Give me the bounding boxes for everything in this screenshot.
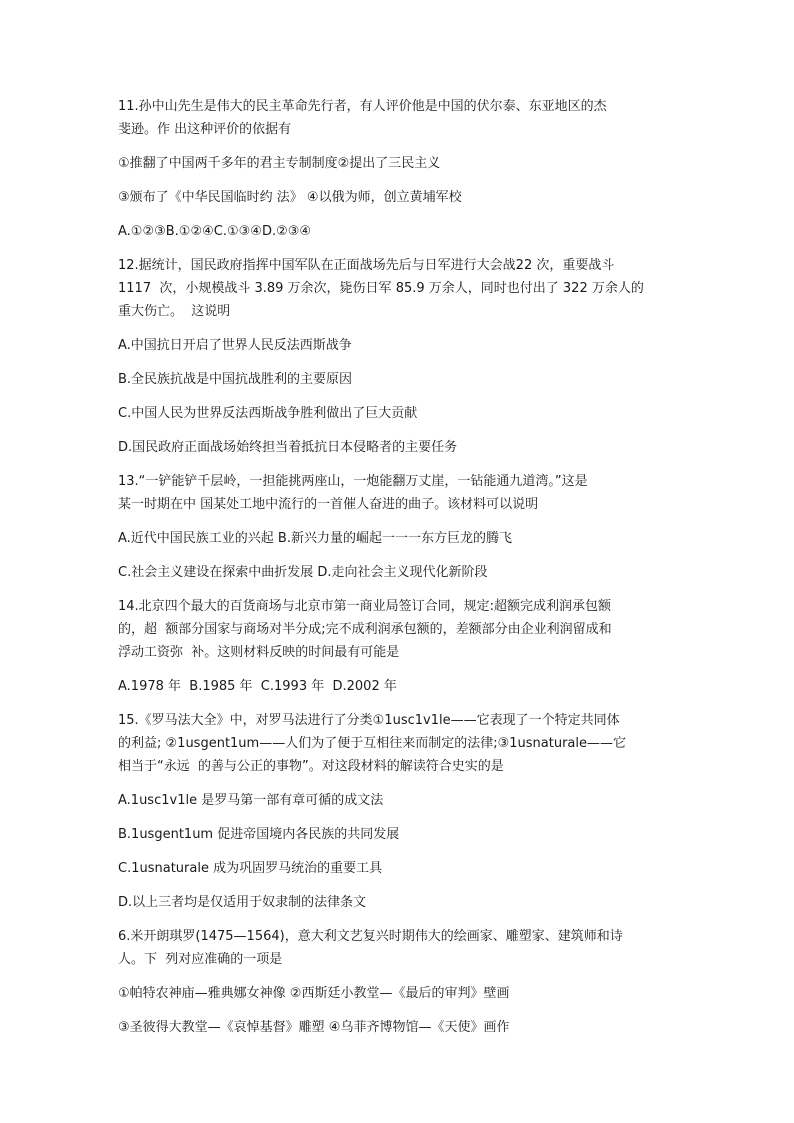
question-text: 重大伤亡。 这说明 [118,304,231,319]
answer-statement [118,152,683,175]
question-15 [118,709,683,778]
answer-options [118,220,683,243]
option-line: A.1usc1v1le 是罗马第一部有章可循的成文法 [118,793,384,808]
answer-option-b [118,823,683,846]
option-line: D.国民政府正面战场始终担当着抵抗日本侵略者的主要任务 [118,440,458,455]
answer-statement [118,982,683,1005]
option-line: A.中国抗日开启了世界人民反法西斯战争 [118,338,352,353]
answer-options-ab [118,527,683,550]
question-text: 15.《罗马法大全》中，对罗马法进行了分类①1usc1v1le——它表现了一个特定共同体 [118,713,620,728]
answer-option-b [118,368,683,391]
option-line: A.1978 年 B.1985 年 C.1993 年 D.2002 年 [118,679,397,694]
question-text: 某一时期在中 国某处工地中流行的一首催人奋进的曲子。该材料可以说明 [118,497,539,512]
option-line: B.1usgent1um 促进帝国境内各民族的共同发展 [118,827,400,842]
statement-line: ①帕特农神庙—雅典娜女神像 ②西斯廷小教堂—《最后的审判》壁画 [118,986,510,1001]
statement-line: ③颁布了《中华民国临时约 法》 ④以俄为师，创立黄埔军校 [118,190,462,205]
question-text: 12.据统计，国民政府指挥中国军队在正面战场先后与日军进行大会战22 次，重要战斗 [118,258,615,273]
option-line: A.①②③B.①②④C.①③④D.②③④ [118,224,312,239]
answer-option-d [118,891,683,914]
question-text: 浮动工资弥 补。这则材料反映的时间最有可能是 [118,645,400,660]
exam-page [118,95,683,1050]
answer-option-a [118,789,683,812]
question-12 [118,254,683,323]
question-text: 的，超 额部分国家与商场对半分成;完不成利润承包额的，差额部分由企业利润留成和 [118,622,612,637]
question-14 [118,595,683,664]
question-text: 1117 次，小规模战斗 3.89 万余次，毙伤日军 85.9 万余人，同时也付出了 322 万余人的 [118,281,644,296]
question-text: 相当于“永远 的善与公正的事物”。对这段材料的解读符合史实的是 [118,759,504,774]
answer-statement [118,1016,683,1039]
statement-line: ①推翻了中国两千多年的君主专制制度②提出了三民主义 [118,156,441,171]
question-text: 13.“一铲能铲千层岭，一担能挑两座山，一炮能翻万丈崖，一钻能通九道湾。”这是 [118,474,588,489]
answer-option-c [118,857,683,880]
question-text: 人。下 列对应准确的一项是 [118,952,283,967]
option-line: D.以上三者均是仅适用于奴隶制的法律条文 [118,895,367,910]
answer-option-d [118,436,683,459]
question-text: 的利益; ②1usgent1um——人们为了便于互相往来而制定的法律;③1usnaturale——它 [118,736,626,751]
answer-option-c [118,402,683,425]
question-11 [118,95,683,141]
answer-options [118,675,683,698]
option-line: C.社会主义建设在探索中曲折发展 D.走向社会主义现代化新阶段 [118,565,488,580]
statement-line: ③圣彼得大教堂—《哀悼基督》雕塑 ④乌菲齐博物馆—《天使》画作 [118,1020,510,1035]
option-line: A.近代中国民族工业的兴起 B.新兴力量的崛起一一一东方巨龙的腾飞 [118,531,512,546]
question-13 [118,470,683,516]
option-line: B.全民族抗战是中国抗战胜利的主要原因 [118,372,353,387]
answer-statement [118,186,683,209]
answer-options-cd [118,561,683,584]
option-line: C.中国人民为世界反法西斯战争胜利做出了巨大贡献 [118,406,418,421]
answer-option-a [118,334,683,357]
question-text: 6.米开朗琪罗(1475—1564)，意大利文艺复兴时期伟大的绘画家、雕塑家、建筑师和诗 [118,929,623,944]
question-text: 11.孙中山先生是伟大的民主革命先行者，有人评价他是中国的伏尔泰、东亚地区的杰 [118,99,607,114]
question-text: 14.北京四个最大的百货商场与北京市第一商业局签订合同，规定:超额完成利润承包额 [118,599,612,614]
option-line: C.1usnaturale 成为巩固罗马统治的重要工具 [118,861,383,876]
question-text: 斐逊。作 出这种评价的依据有 [118,122,292,137]
question-6 [118,925,683,971]
